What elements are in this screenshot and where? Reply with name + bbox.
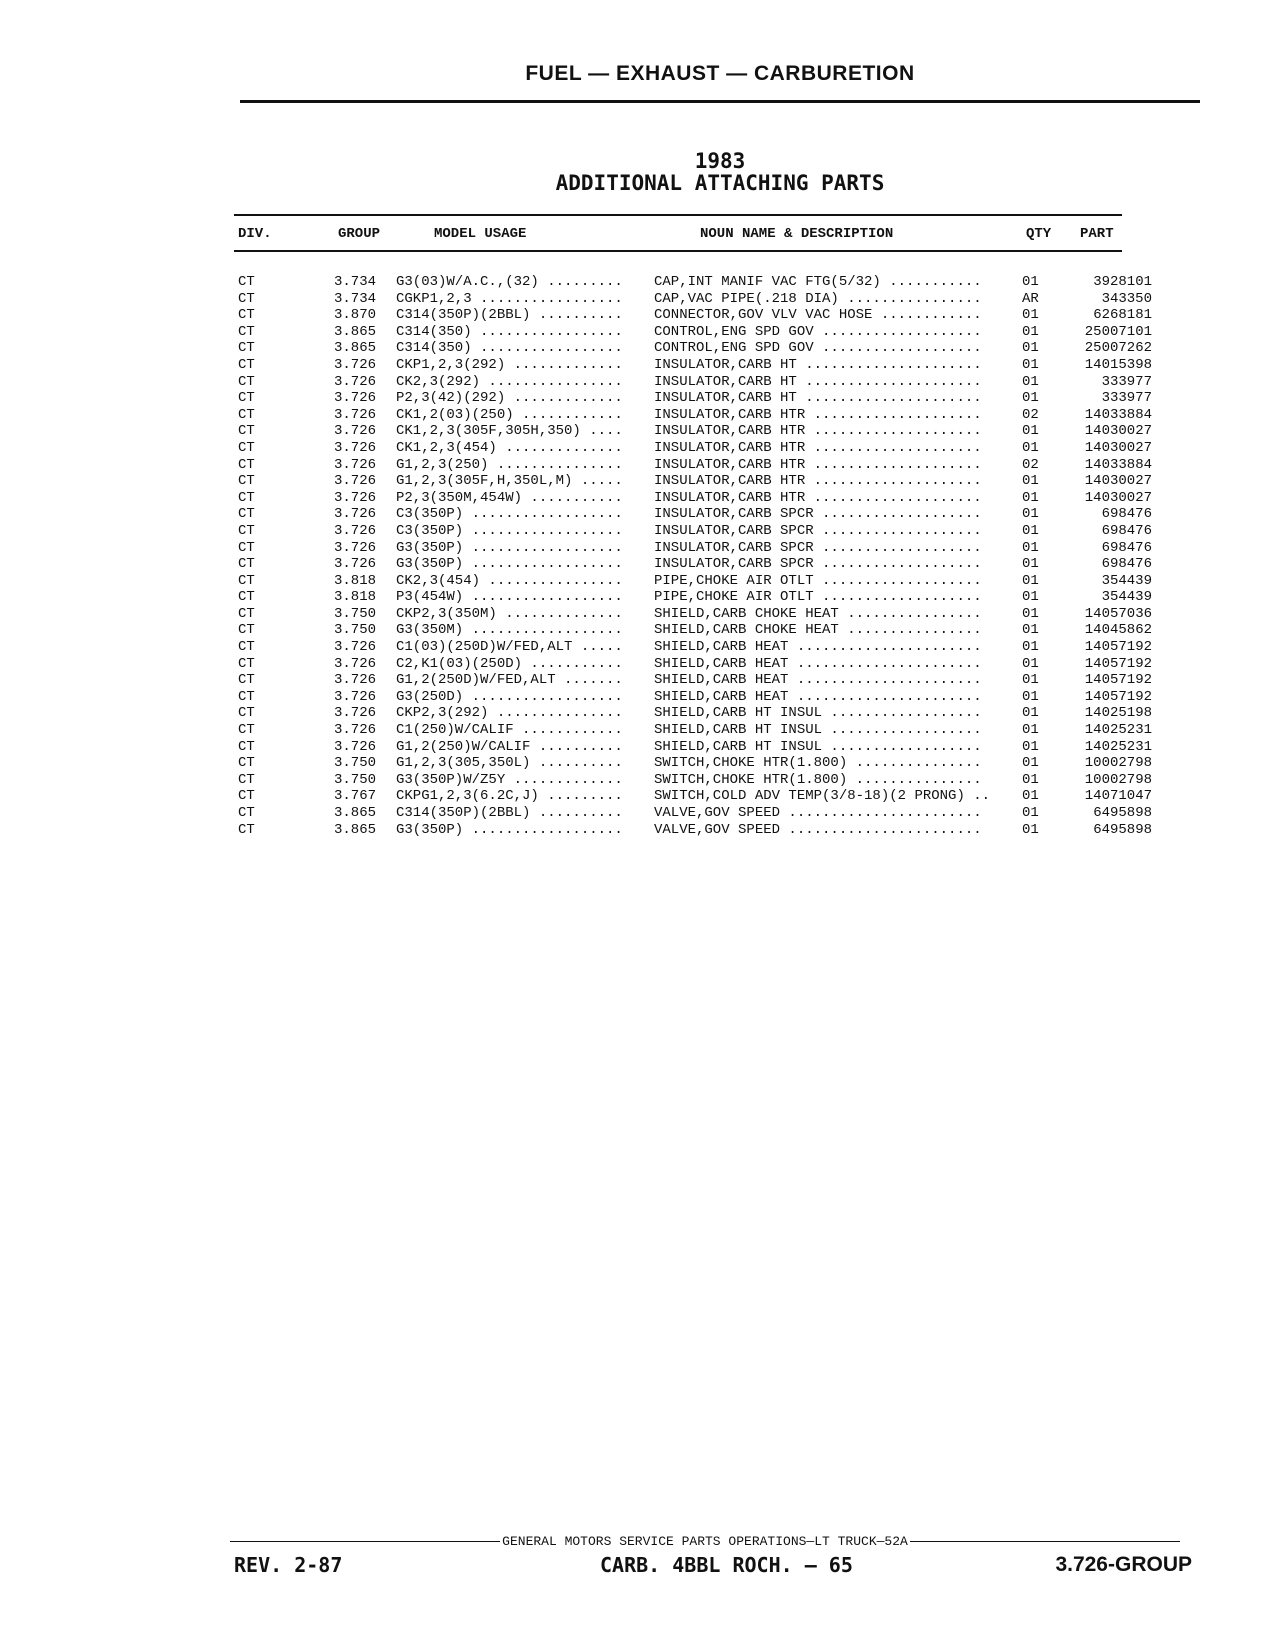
div-cell: CT: [238, 672, 255, 689]
model-usage-cell: CKPG1,2,3(6.2C,J) .........: [396, 788, 623, 805]
model-usage-cell: C314(350P)(2BBL) ..........: [396, 805, 623, 821]
group-cell: 3.818: [333, 589, 376, 606]
qty-cell: 01: [1022, 539, 1039, 556]
group-cell: 3.726: [333, 390, 376, 407]
part-number-cell: 10002798: [1084, 755, 1152, 772]
part-number-cell: 354439: [1101, 589, 1152, 606]
model-usage-cell: G1,2,3(305,350L) ..........: [396, 755, 623, 772]
table-row: [234, 439, 1152, 457]
group-cell: 3.870: [333, 307, 376, 324]
qty-cell: 01: [1022, 356, 1039, 373]
model-usage-cell: CKP2,3(292) ...............: [396, 705, 623, 722]
qty-cell: 01: [1022, 390, 1039, 407]
qty-cell: 01: [1022, 655, 1039, 672]
table-row: [234, 274, 1152, 291]
table-row: [234, 655, 1152, 673]
table-row: [234, 423, 1152, 440]
table-row: [234, 755, 1152, 772]
qty-cell: 01: [1022, 473, 1039, 490]
table-row: [234, 805, 1152, 822]
footer-rule-right: [910, 1541, 1180, 1542]
qty-cell: 01: [1022, 439, 1039, 456]
group-cell: 3.726: [333, 373, 376, 390]
description-cell: SHIELD,CARB HT INSUL ..................: [654, 738, 982, 755]
div-cell: CT: [238, 356, 255, 373]
description-cell: INSULATOR,CARB SPCR ...................: [654, 522, 982, 539]
part-number-cell: 14033884: [1084, 456, 1152, 473]
div-cell: CT: [238, 788, 255, 805]
qty-cell: 01: [1022, 489, 1039, 506]
part-number-cell: 14057036: [1084, 605, 1152, 622]
group-cell: 3.726: [333, 439, 376, 456]
table-row: [234, 556, 1152, 573]
model-usage-cell: C3(350P) ..................: [396, 506, 623, 523]
qty-cell: 01: [1022, 805, 1039, 821]
model-usage-cell: C314(350) .................: [396, 340, 623, 357]
part-number-cell: 14025231: [1084, 738, 1152, 755]
description-cell: CAP,INT MANIF VAC FTG(5/32) ...........: [654, 274, 982, 290]
model-usage-cell: G3(350P) ..................: [396, 556, 623, 573]
group-cell: 3.726: [333, 423, 376, 440]
part-number-cell: 14030027: [1084, 489, 1152, 506]
div-cell: CT: [238, 373, 255, 390]
qty-cell: 01: [1022, 423, 1039, 440]
group-cell: 3.726: [333, 489, 376, 506]
description-cell: PIPE,CHOKE AIR OTLT ...................: [654, 589, 982, 606]
table-row: [234, 522, 1152, 540]
group-cell: 3.726: [333, 639, 376, 656]
part-number-cell: 25007101: [1084, 323, 1152, 340]
part-number-cell: 698476: [1101, 506, 1152, 523]
qty-cell: 01: [1022, 373, 1039, 390]
model-usage-cell: G3(350M) ..................: [396, 622, 623, 639]
table-row: [234, 456, 1152, 474]
qty-cell: 02: [1022, 456, 1039, 473]
description-cell: INSULATOR,CARB HTR ....................: [654, 489, 982, 506]
description-cell: INSULATOR,CARB SPCR ...................: [654, 556, 982, 573]
description-cell: SHIELD,CARB CHOKE HEAT ................: [654, 622, 982, 639]
part-number-cell: 698476: [1101, 522, 1152, 539]
div-cell: CT: [238, 655, 255, 672]
table-row: [234, 605, 1152, 623]
table-row: [234, 771, 1152, 789]
qty-cell: 01: [1022, 722, 1039, 739]
part-number-cell: 14057192: [1084, 688, 1152, 705]
model-usage-cell: CK2,3(292) ................: [396, 373, 623, 390]
div-cell: CT: [238, 423, 255, 440]
description-cell: SWITCH,CHOKE HTR(1.800) ...............: [654, 771, 982, 788]
section-year: 1983: [694, 149, 746, 173]
part-number-cell: 14015398: [1084, 356, 1152, 373]
part-number-cell: 354439: [1101, 572, 1152, 589]
description-cell: SHIELD,CARB HEAT ......................: [654, 688, 982, 705]
model-usage-cell: G3(350P) ..................: [396, 821, 623, 838]
table-top-rule: [234, 214, 1122, 216]
group-cell: 3.726: [333, 406, 376, 423]
group-cell: 3.865: [333, 340, 376, 357]
table-row: [234, 589, 1152, 606]
div-cell: CT: [238, 439, 255, 456]
div-cell: CT: [238, 489, 255, 506]
group-cell: 3.726: [333, 722, 376, 739]
footer-center-line: GENERAL MOTORS SERVICE PARTS OPERATIONS—LT TRUCK—52A: [502, 1534, 908, 1549]
table-row: [234, 788, 1152, 805]
section-title: [480, 150, 960, 194]
model-usage-cell: G3(03)W/A.C.,(32) .........: [396, 274, 623, 290]
description-cell: PIPE,CHOKE AIR OTLT ...................: [654, 572, 982, 589]
table-row: [234, 705, 1152, 722]
model-usage-cell: G3(350P)W/Z5Y .............: [396, 771, 623, 788]
part-number-cell: 14030027: [1084, 423, 1152, 440]
model-usage-cell: C314(350) .................: [396, 323, 623, 340]
part-number-cell: 333977: [1101, 390, 1152, 407]
description-cell: SHIELD,CARB CHOKE HEAT ................: [654, 605, 982, 622]
col-group-header: GROUP: [338, 226, 381, 242]
model-usage-cell: C1(03)(250D)W/FED,ALT .....: [396, 639, 623, 656]
table-row: [234, 506, 1152, 523]
qty-cell: 01: [1022, 522, 1039, 539]
qty-cell: AR: [1022, 290, 1039, 307]
description-cell: CONTROL,ENG SPD GOV ...................: [654, 340, 982, 357]
part-number-cell: 698476: [1101, 556, 1152, 573]
description-cell: INSULATOR,CARB HTR ....................: [654, 456, 982, 473]
description-cell: INSULATOR,CARB HT .....................: [654, 356, 982, 373]
description-cell: SWITCH,CHOKE HTR(1.800) ...............: [654, 755, 982, 772]
div-cell: CT: [238, 639, 255, 656]
qty-cell: 01: [1022, 589, 1039, 606]
part-number-cell: 14071047: [1084, 788, 1152, 805]
description-cell: INSULATOR,CARB HTR ....................: [654, 423, 982, 440]
part-number-cell: 6495898: [1093, 821, 1152, 838]
div-cell: CT: [238, 755, 255, 772]
qty-cell: 01: [1022, 639, 1039, 656]
div-cell: CT: [238, 722, 255, 739]
table-row: [234, 738, 1152, 756]
model-usage-cell: CGKP1,2,3 .................: [396, 290, 623, 307]
table-row: [234, 489, 1152, 507]
part-number-cell: 14033884: [1084, 406, 1152, 423]
group-cell: 3.865: [333, 323, 376, 340]
qty-cell: 01: [1022, 340, 1039, 357]
description-cell: INSULATOR,CARB HT .....................: [654, 390, 982, 407]
table-row: [234, 539, 1152, 557]
div-cell: CT: [238, 688, 255, 705]
col-part-header: PART: [1080, 226, 1114, 242]
part-number-cell: 333977: [1101, 373, 1152, 390]
model-usage-cell: CKP1,2,3(292) .............: [396, 356, 623, 373]
qty-cell: 01: [1022, 506, 1039, 523]
model-usage-cell: G1,2,3(250) ...............: [396, 456, 623, 473]
part-number-cell: 3928101: [1093, 274, 1152, 290]
group-cell: 3.734: [333, 290, 376, 307]
col-desc-header: NOUN NAME & DESCRIPTION: [700, 226, 894, 242]
footer-line: [230, 1534, 1180, 1549]
table-row: [234, 356, 1152, 374]
qty-cell: 01: [1022, 572, 1039, 589]
model-usage-cell: G3(350P) ..................: [396, 539, 623, 556]
qty-cell: 01: [1022, 672, 1039, 689]
col-div-header: DIV.: [238, 226, 272, 242]
group-cell: 3.750: [333, 755, 376, 772]
part-number-cell: 14057192: [1084, 655, 1152, 672]
footer-rev: REV. 2-87: [234, 1553, 343, 1577]
qty-cell: 01: [1022, 622, 1039, 639]
description-cell: SHIELD,CARB HT INSUL ..................: [654, 722, 982, 739]
part-number-cell: 25007262: [1084, 340, 1152, 357]
div-cell: CT: [238, 572, 255, 589]
header-rule: [240, 100, 1200, 103]
div-cell: CT: [238, 290, 255, 307]
qty-cell: 01: [1022, 605, 1039, 622]
part-number-cell: 698476: [1101, 539, 1152, 556]
part-number-cell: 14045862: [1084, 622, 1152, 639]
table-row: [234, 622, 1152, 639]
div-cell: CT: [238, 821, 255, 838]
part-number-cell: 10002798: [1084, 771, 1152, 788]
qty-cell: 01: [1022, 755, 1039, 772]
group-cell: 3.726: [333, 522, 376, 539]
qty-cell: 01: [1022, 771, 1039, 788]
group-cell: 3.726: [333, 672, 376, 689]
part-number-cell: 14030027: [1084, 473, 1152, 490]
model-usage-cell: CK1,2(03)(250) ............: [396, 406, 623, 423]
model-usage-cell: C2,K1(03)(250D) ...........: [396, 655, 623, 672]
description-cell: CONTROL,ENG SPD GOV ...................: [654, 323, 982, 340]
page-header-title: FUEL — EXHAUST — CARBURETION: [525, 62, 915, 85]
description-cell: CAP,VAC PIPE(.218 DIA) ................: [654, 290, 982, 307]
section-heading: ADDITIONAL ATTACHING PARTS: [555, 171, 885, 195]
group-cell: 3.726: [333, 456, 376, 473]
part-number-cell: 14030027: [1084, 439, 1152, 456]
div-cell: CT: [238, 323, 255, 340]
table-row: [234, 290, 1152, 308]
group-cell: 3.726: [333, 556, 376, 573]
description-cell: VALVE,GOV SPEED .......................: [654, 805, 982, 821]
table-row: [234, 373, 1152, 391]
div-cell: CT: [238, 805, 255, 821]
table-row: [234, 323, 1152, 341]
table-row: [234, 340, 1152, 357]
description-cell: SHIELD,CARB HT INSUL ..................: [654, 705, 982, 722]
model-usage-cell: C3(350P) ..................: [396, 522, 623, 539]
table-row: [234, 307, 1152, 324]
model-usage-cell: P2,3(42)(292) .............: [396, 390, 623, 407]
group-cell: 3.865: [333, 821, 376, 838]
group-cell: 3.726: [333, 655, 376, 672]
description-cell: INSULATOR,CARB HTR ....................: [654, 406, 982, 423]
group-cell: 3.726: [333, 705, 376, 722]
group-cell: 3.726: [333, 688, 376, 705]
qty-cell: 01: [1022, 556, 1039, 573]
footer-carb: CARB. 4BBL ROCH. — 65: [600, 1553, 853, 1577]
qty-cell: 01: [1022, 705, 1039, 722]
model-usage-cell: CK2,3(454) ................: [396, 572, 623, 589]
description-cell: VALVE,GOV SPEED .......................: [654, 821, 982, 838]
description-cell: SWITCH,COLD ADV TEMP(3/8-18)(2 PRONG) ..: [654, 788, 991, 805]
description-cell: INSULATOR,CARB HT .....................: [654, 373, 982, 390]
group-cell: 3.750: [333, 622, 376, 639]
group-cell: 3.726: [333, 738, 376, 755]
model-usage-cell: C1(250)W/CALIF ............: [396, 722, 623, 739]
qty-cell: 01: [1022, 307, 1039, 324]
div-cell: CT: [238, 622, 255, 639]
model-usage-cell: G1,2(250)W/CALIF ..........: [396, 738, 623, 755]
table-row: [234, 406, 1152, 424]
table-row: [234, 821, 1152, 839]
div-cell: CT: [238, 556, 255, 573]
description-cell: SHIELD,CARB HEAT ......................: [654, 655, 982, 672]
div-cell: CT: [238, 738, 255, 755]
group-cell: 3.818: [333, 572, 376, 589]
table-row: [234, 688, 1152, 706]
description-cell: CONNECTOR,GOV VLV VAC HOSE ............: [654, 307, 982, 324]
group-cell: 3.734: [333, 274, 376, 290]
div-cell: CT: [238, 605, 255, 622]
part-number-cell: 14057192: [1084, 639, 1152, 656]
group-cell: 3.726: [333, 506, 376, 523]
part-number-cell: 343350: [1101, 290, 1152, 307]
description-cell: SHIELD,CARB HEAT ......................: [654, 639, 982, 656]
part-number-cell: 14025198: [1084, 705, 1152, 722]
footer-group: 3.726-GROUP: [1055, 1553, 1192, 1576]
div-cell: CT: [238, 705, 255, 722]
div-cell: CT: [238, 771, 255, 788]
group-cell: 3.750: [333, 605, 376, 622]
footer-rule-left: [230, 1541, 500, 1542]
group-cell: 3.726: [333, 539, 376, 556]
qty-cell: 01: [1022, 788, 1039, 805]
description-cell: INSULATOR,CARB SPCR ...................: [654, 539, 982, 556]
description-cell: INSULATOR,CARB SPCR ...................: [654, 506, 982, 523]
group-cell: 3.750: [333, 771, 376, 788]
div-cell: CT: [238, 390, 255, 407]
group-cell: 3.767: [333, 788, 376, 805]
model-usage-cell: G1,2(250D)W/FED,ALT .......: [396, 672, 623, 689]
part-number-cell: 14057192: [1084, 672, 1152, 689]
description-cell: INSULATOR,CARB HTR ....................: [654, 473, 982, 490]
table-row: [234, 390, 1152, 407]
part-number-cell: 6268181: [1093, 307, 1152, 324]
div-cell: CT: [238, 522, 255, 539]
div-cell: CT: [238, 307, 255, 324]
table-row: [234, 639, 1152, 656]
qty-cell: 01: [1022, 688, 1039, 705]
model-usage-cell: G3(250D) ..................: [396, 688, 623, 705]
div-cell: CT: [238, 589, 255, 606]
group-cell: 3.726: [333, 473, 376, 490]
table-row: [234, 473, 1152, 490]
model-usage-cell: P3(454W) ..................: [396, 589, 623, 606]
div-cell: CT: [238, 506, 255, 523]
model-usage-cell: G1,2,3(305F,H,350L,M) .....: [396, 473, 623, 490]
model-usage-cell: CKP2,3(350M) ..............: [396, 605, 623, 622]
div-cell: CT: [238, 340, 255, 357]
col-qty-header: QTY: [1026, 226, 1052, 242]
part-number-cell: 14025231: [1084, 722, 1152, 739]
parts-table: [234, 274, 1152, 838]
table-row: [234, 572, 1152, 590]
group-cell: 3.865: [333, 805, 376, 821]
div-cell: CT: [238, 456, 255, 473]
div-cell: CT: [238, 539, 255, 556]
col-model-header: MODEL USAGE: [434, 226, 527, 242]
table-header-rule: [234, 250, 1122, 252]
div-cell: CT: [238, 406, 255, 423]
description-cell: SHIELD,CARB HEAT ......................: [654, 672, 982, 689]
qty-cell: 02: [1022, 406, 1039, 423]
qty-cell: 01: [1022, 821, 1039, 838]
model-usage-cell: C314(350P)(2BBL) ..........: [396, 307, 623, 324]
table-row: [234, 672, 1152, 689]
description-cell: INSULATOR,CARB HTR ....................: [654, 439, 982, 456]
qty-cell: 01: [1022, 274, 1039, 290]
model-usage-cell: CK1,2,3(454) ..............: [396, 439, 623, 456]
qty-cell: 01: [1022, 738, 1039, 755]
table-row: [234, 722, 1152, 739]
div-cell: CT: [238, 473, 255, 490]
model-usage-cell: CK1,2,3(305F,305H,350) ....: [396, 423, 623, 440]
div-cell: CT: [238, 274, 255, 290]
group-cell: 3.726: [333, 356, 376, 373]
part-number-cell: 6495898: [1093, 805, 1152, 821]
qty-cell: 01: [1022, 323, 1039, 340]
model-usage-cell: P2,3(350M,454W) ...........: [396, 489, 623, 506]
